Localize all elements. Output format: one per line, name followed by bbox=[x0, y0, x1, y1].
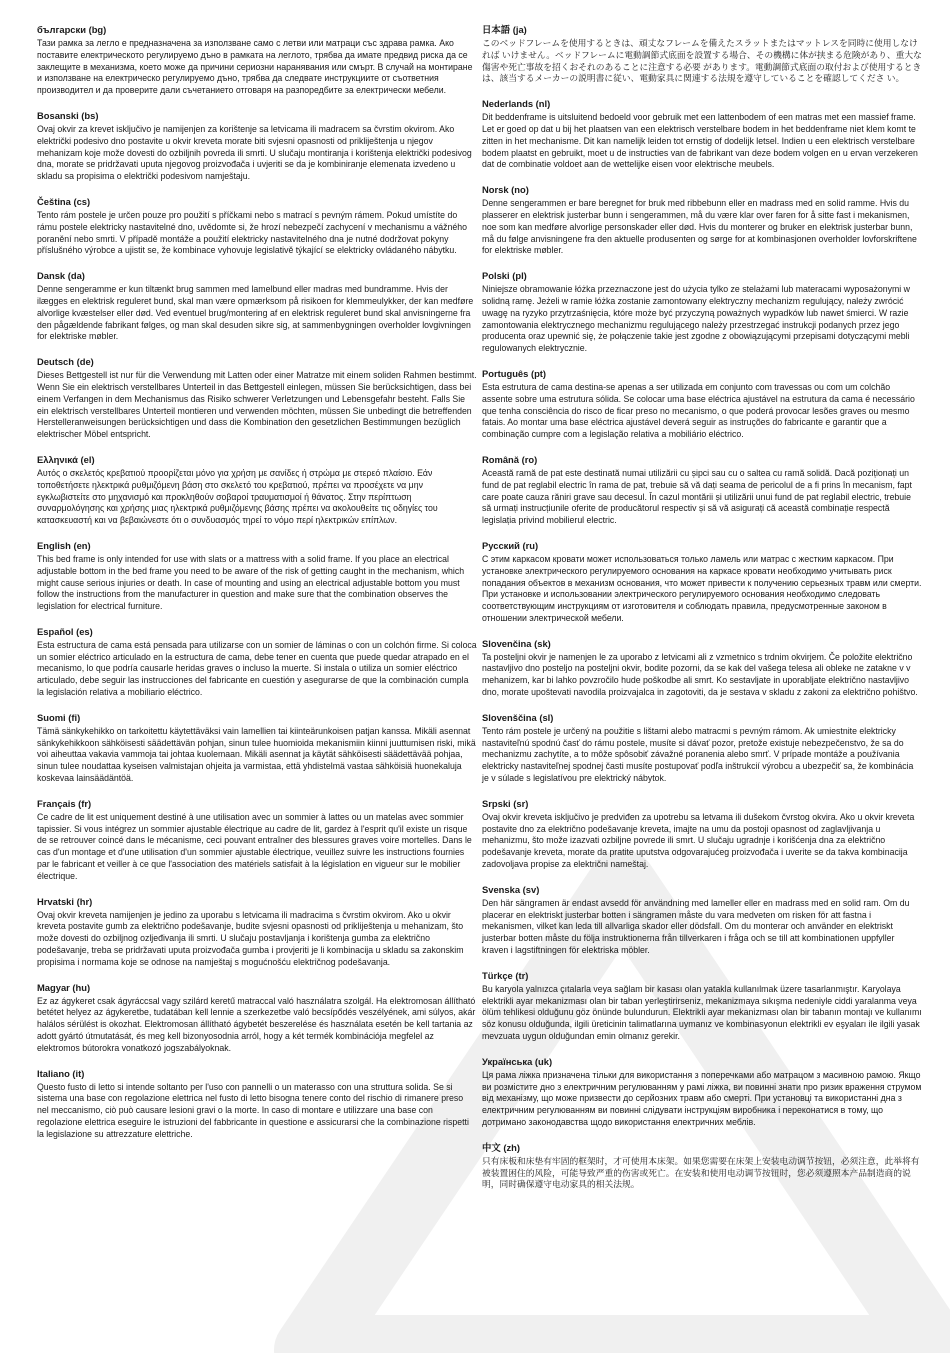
section-text: Această ramă de pat este destinată numai utilizării cu șipci sau cu o saltea cu ramă solidă. Dacă poziționați un fund de pat reglabil electric în rama de pat, trebuie să vă dați seama de pericolul de a fi prins în mecanism, fapt care poate cauza răniri grave sau decesul. În cazul montării și utilizării unui fund de pat reglabil electric, trebuie să urmați instrucțiunile oferite de producătorul respectiv și să vă asigurați că această combinație respectă legislația privind mobilierul electric. bbox=[482, 467, 912, 526]
section-da bbox=[37, 270, 477, 343]
section-de bbox=[37, 356, 477, 441]
section-fr bbox=[37, 798, 477, 883]
section-text: Esta estructura de cama está pensada para utilizarse con un somier de láminas o con un colchón firme. Si coloca un somier eléctrico articulado en la estructura de cama, debe tener en cuenta que puede quedar atrapado en el mecanismo, lo que podría causarle heridas graves o incluso la muerte. Si instala o utiliza un somier eléctrico articulado, debe seguir las instrucciones del fabricante en cuestión y asegurarse de que la combinación cumpla la legislación relativa a mobiliario eléctrico. bbox=[37, 639, 477, 698]
section-heading: Čeština (cs) bbox=[37, 195, 91, 207]
section-text: Bu karyola yalnızca çıtalarla veya sağlam bir kasası olan yatakla kullanılmak üzere tasarlanmıştır. Karyolaya elektrikli ayar mekanizması olan bir taban yerleştirirseniz, mekanizmaya sıkışma nedeniyle ciddi yaralanma veya ölüm tehlikesi olduğunu göz önünde bulundurun. Elektrikli ayar mekanizması olan bir tabanın montajı ve kullanımı söz konusu olduğunda, ilgili üreticinin talimatlarına uymanız ve kombinasyonun elektrikli ev eşyaları ile ilgili yasak mevzuata uygun olduğundan emin olmanız gerekir. bbox=[482, 983, 922, 1042]
section-ja bbox=[482, 24, 922, 85]
section-heading: Magyar (hu) bbox=[37, 981, 91, 993]
section-text: Ez az ágykeret csak ágyráccsal vagy szilárd keretű matraccal való használatra szolgál. Ha elektromosan állítható betétet helyez az ágykeretbe, tudatában kell lennie a szerkezetbe való becsípődés veszélyének, ami súlyos, akár halálos sérülést is okozhat. Elektromosan állítható ágybetét beszerelése és használata esetén be kell tartania az adott gyártó útmutatását, és meg kell bizonyosodnia arról, hogy a két termék kombinációja megfelel az elektromos bútorokra vonatkozó jogszabályoknak. bbox=[37, 995, 476, 1053]
section-text: Тази рамка за легло е предназначена за използване само с летви или матраци със здрава рамка. Ако поставите електрическото регулируемо дъно в рамката на леглото, трябва да имате предвид риска да се заклещите в механизма, което може да причини сериозни наранявания или смърт. В случай на монтиране и използване на електрическо регулируемо дъно, трябва да следвате инструкциите от съответния производител и да проверите дали съчетанието отговаря на разпоредбите за електрически мебели. bbox=[37, 38, 473, 96]
section-bs bbox=[37, 110, 477, 183]
section-heading: Português (pt) bbox=[482, 367, 547, 379]
section-text: Ta posteljni okvir je namenjen le za uporabo z letvicami ali z vzmetnico s trdnim okvirjem. Če položite električno nastavljivo dno posteljo na posteljni okvir, bodite pozorni, da se kak del vašega telesa ali obleke ne zatakne v v mehanizem, kar bi lahko povzročilo hude poškodbe ali smrt. Ko sestavljate in uporabljate električno nastavljivo dno, morate upoštevati navodila proizvajalca in zagotoviti, da je sestava v skladu z zakoni za električno pohištvo. bbox=[482, 651, 918, 698]
section-text: Ця рама ліжка призначена тільки для використання з поперечками або матрацом з масивною рамою. Якщо ви розмістите дно з електричним регулюванням у рамі ліжка, ви повинні знати про ризик враження струмом від механізму, що може призвести до серйозних травм або смерті. При установці та використанні дна з електричним регулюванням ви повинні слідувати інструкціям виробника і переконатися в тому, що дотримано законодавства щодо використання електричних меблів. bbox=[482, 1069, 922, 1127]
section-bg bbox=[37, 24, 477, 97]
section-sr bbox=[482, 798, 922, 871]
section-heading: Srpski (sr) bbox=[482, 797, 529, 809]
section-cs bbox=[37, 196, 477, 257]
section-heading: English (en) bbox=[37, 539, 91, 551]
section-heading: Español (es) bbox=[37, 625, 93, 637]
section-text: Ovaj okvir kreveta namijenjen je jedino za uporabu s letvicama ili madracima s čvrstim okvirom. Ako u okvir kreveta postavite gumb za električno podešavanje, budite svjesni opasnosti od prikliještenja u mehanizam, što može dovesti do ozbiljnog ozljeđivanja ili smrti. U slučaju postavljanja i korištenja gumba za električno podešavanje, treba se pridržavati uputa proizvođača gumba i provjeriti je li kombinacija u skladu sa zakonskim propisima i normama koje se odnose na namještaj s mogućnošću električnog podešavanja. bbox=[37, 909, 464, 967]
section-text: Niniejsze obramowanie łóżka przeznaczone jest do użycia tylko ze stelażami lub materacami wyposażonymi w solidną ramę. Jeżeli w ramie łóżka zostanie zamontowany elektryczny mechanizm regulujący, należy zwrócić uwagę na ryzyko przytrzaśnięcia, które może być przyczyną poważnych wypadków lub nawet śmierci. W razie zamontowania elektrycznego mechanizmu regulującego należy przestrzegać instrukcji podanych przez jego producenta oraz upewnić się, że połączenie takie jest zgodne z obowiązującymi przepisami dotyczącymi mebli regulowanych elektrycznie. bbox=[482, 284, 910, 354]
section-text: Tento rám postele je určený na použitie s lištami alebo matracmi s pevným rámom. Ak umiestnite elektricky nastaviteľnú spodnú časť do rámu postele, musíte si dávať pozor, pretože existuje nebezpečenstvo, že sa do mechanizmu zachytíte, a to môže spôsobiť závažné poranenia alebo smrť. V prípade montáže a používania elektricky nastaviteľnej spodnej časti musíte postupovať podľa inštrukcií výrobcu a ubezpečiť sa, že kombinácia je v súlade s legislatívou pre elektrický nábytok. bbox=[482, 725, 914, 784]
section-text: This bed frame is only intended for use with slats or a mattress with a solid frame. If you place an electrical adjustable bottom in the bed frame you need to be aware of the risk of getting caught in the mechanism, which might cause serious injuries or death. In case of mounting and using an electrical adjustable bottom you must follow the instructions from the manufacturer in question and make sure that the combination observes the legislation for electrical furniture. bbox=[37, 553, 465, 612]
section-heading: Nederlands (nl) bbox=[482, 98, 551, 110]
section-hr bbox=[37, 896, 477, 969]
section-heading: Hrvatski (hr) bbox=[37, 895, 93, 907]
section-heading: Türkçe (tr) bbox=[482, 969, 529, 981]
section-heading: Polski (pl) bbox=[482, 270, 527, 282]
section-heading: Norsk (no) bbox=[482, 184, 529, 196]
section-sv bbox=[482, 884, 922, 957]
left-column bbox=[37, 24, 477, 1154]
section-ru bbox=[482, 540, 922, 625]
section-heading: Ελληνικά (el) bbox=[37, 453, 95, 465]
section-text: このベッドフレームを使用するときは、頑丈なフレームを備えたスラットまたはマットレスを同時に使用しなければ いけません。ベッドフレームに電動調節式底面を設置する場合、その機構に体が挟まる危険があり、重大な傷害や死亡事故を招くおそれのあることに注意する必要 があります。電動調節式底面の取付および使用するときは、該当するメーカーの説明書に従い、電動家具に関連する法規を遵守していることを確認してくださ い。 bbox=[482, 38, 922, 84]
section-text: С этим каркасом кровати может использоваться только ламель или матрас с жестким каркасом. При установке электрического регулируемого основания на каркасе кровати необходимо учитывать риск попадания объектов в механизм основания, что может привести к получению серьезных травм или смерти. При установке и использовании электрического регулируемого основания необходимо следовать соответствующим инструкциям от изготовителя и соблюдать правила, предусмотренные законом в отношении электрической мебели. bbox=[482, 553, 922, 623]
section-heading: Français (fr) bbox=[37, 797, 92, 809]
section-zh bbox=[482, 1142, 922, 1191]
section-no bbox=[482, 184, 922, 257]
section-text: Tämä sänkykehikko on tarkoitettu käytettäväksi vain lamellien tai kiinteärunkoisen patjan kanssa. Mikäli asennat sänkykehikkoon sähköisesti säädettävän pohjan, sinun tulee huomioida mekanismiin kiinni juuttumisen riski, mikä voi aiheuttaa vakavia vammoja tai johtaa kuolemaan. Mikäli asennat ja käytät sähköisesti säädettävää pohjaa, sinun tulee noudattaa kyseisen valmistajan ohjeita ja varmistaa, että yhdistelmä vastaa sähköisiä huonekaluja koskevaa lainsäädäntöä. bbox=[37, 725, 476, 784]
section-text: Ovaj okvir za krevet isključivo je namijenjen za korištenje sa letvicama ili madracem sa čvrstim okvirom. Ako električki podesivo dno postavite u okvir kreveta morate biti svjesni opasnosti od prikliještenja u njegov mehanizam koje može dovesti do ozbiljnih povreda ili smrti. U slučaju montiranja i korištenja električki podesivog dna, morate se pridržavati uputa njegovog proizvođača i uvjeriti se da je kombiniranje elemenata izvedeno u skladu sa propisima o električki podesivom namještaju. bbox=[37, 123, 472, 182]
section-heading: Русский (ru) bbox=[482, 539, 539, 551]
section-sl bbox=[482, 712, 922, 785]
section-heading: Suomi (fi) bbox=[37, 711, 81, 723]
section-text: Denne sengerammen er bare beregnet for bruk med ribbebunn eller en madrass med en solid ramme. Hvis du plasserer en elektrisk justerbar bunn i sengerammen, må du være klar over faren for å sitte fast i mekanismen, noe som kan medføre alvorlige personskader eller død. Hvis du monterer og bruker en elektrisk justerbar bunn, må du følge anvisningene fra den aktuelle produsenten og sørge for at kombinasjonen overholder lovforskriftene for elektriske møbler. bbox=[482, 198, 917, 256]
right-column bbox=[482, 24, 922, 1204]
section-ro bbox=[482, 454, 922, 527]
section-pt bbox=[482, 368, 922, 441]
section-fi bbox=[37, 712, 477, 785]
section-it bbox=[37, 1068, 477, 1141]
section-pl bbox=[482, 270, 922, 355]
section-heading: Slovenščina (sl) bbox=[482, 711, 554, 723]
section-text: Esta estrutura de cama destina-se apenas a ser utilizada em conjunto com travessas ou com um colchão assente sobre uma estrutura sólida. Se colocar uma base eléctrica ajustável na estrutura da cama é necessário que tenha consciência do risco de ficar preso no mecanismo, o que poderá provocar lesões graves ou mesmo fatais. Ao montar uma base eléctrica ajustável deverá seguir as instruções do fabricante e garantir que a combinação cumpre com a legislação relativa a mobiliário eléctrico. bbox=[482, 381, 915, 440]
section-heading: български (bg) bbox=[37, 24, 107, 35]
section-text: Ovaj okvir kreveta isključivo je predviđen za upotrebu sa letvama ili dušekom čvrstog okvira. Ako u okvir kreveta postavite dno za električno podešavanje kreveta, imajte na umu da postoji opasnost od zaglavljivanja u mehanizmu, što može izazvati ozbiljne povrede ili smrt. U slučaju ugradnje i korišćenja dna za električno podešavanje kreveta, morate da pratite uputstva odgovarajućeg proizvođača i uverite se da takva kombinacija zadovoljava propise za električni nameštaj. bbox=[482, 811, 915, 870]
section-text: Dit beddenframe is uitsluitend bedoeld voor gebruik met een lattenbodem of een matras met een massief frame. Let er goed op dat u bij het plaatsen van een elektrisch verstelbare bodem in het beddenframe niet klem komt te zitten in het mechanisme. Dit kan namelijk leiden tot ernstig of dodelijk letsel. Indien u een elektrisch verstelbare bodem plaatst en gebruikt, moet u de instructies van de fabrikant van deze bodem volgen en u ervan verzekeren dat de combinatie voldoet aan de wettelijke eisen voor elektrische meubels. bbox=[482, 112, 918, 170]
section-text: Αυτός ο σκελετός κρεβατιού προορίζεται μόνο για χρήση με σανίδες ή στρώμα με στερεό πλαίσιο. Εάν τοποθετήσετε ηλεκτρικά ρυθμιζόμενη βάση στο σκελετό του κρεβατιού, πρέπει να προσέχετε να μην εγκλωβιστείτε στο μηχανισμό και προκληθούν σοβαροί τραυματισμοί ή θάνατος. Στην περίπτωση συναρμολόγησης και χρήσης μιας ηλεκτρικά ρυθμιζόμενης βάσης πρέπει να ακολουθείτε τις οδηγίες του κατασκευαστή και να βεβαιώνεστε ότι ο συνδυασμός τηρεί το νόμο περί ηλεκτρικών επίπλων. bbox=[37, 467, 438, 526]
section-heading: Svenska (sv) bbox=[482, 883, 540, 895]
section-heading: Dansk (da) bbox=[37, 270, 85, 282]
section-heading: 中文 (zh) bbox=[482, 1141, 521, 1153]
section-el bbox=[37, 454, 477, 527]
section-uk bbox=[482, 1056, 922, 1129]
section-heading: Română (ro) bbox=[482, 453, 538, 465]
section-text: Dieses Bettgestell ist nur für die Verwendung mit Latten oder einer Matratze mit einem soliden Rahmen bestimmt. Wenn Sie ein elektrisch verstellbares Unterteil in das Bettgestell einlegen, müssen Sie berücksichtigen, dass bei einem Verfangen in dem Mechanismus das Risiko schwerer Verletzungen und Lebensgefahr besteht. Falls Sie ein elektrisch verstellbares Unterteil montieren und verwenden möchten, müssen Sie unbedingt die betreffenden Herstelleranweisungen berücksichtigen und dass die Kombination den gesetzlichen Bestimmungen bezüglich elektrischer Möbel entspricht. bbox=[37, 370, 477, 440]
section-heading: Slovenčina (sk) bbox=[482, 637, 551, 649]
section-heading: 日本語 (ja) bbox=[482, 24, 527, 35]
section-tr bbox=[482, 970, 922, 1043]
section-text: Denne sengeramme er kun tiltænkt brug sammen med lamelbund eller madras med bundramme. Hvis der ilægges en elektrisk reguleret bund, skal man være opmærksom på risikoen for klemmeulykker, der kan medføre alvorlige kvæstelser eller død. Ved eventuel brug/montering af en elektrisk reguleret bund skal anvisningerne fra den pågældende fabrikant følges, og man skal desuden sikre sig, at sammenbygningen overholder lovgivningen for elektriske møbler. bbox=[37, 284, 474, 342]
section-heading: Українська (uk) bbox=[482, 1055, 553, 1067]
section-heading: Italiano (it) bbox=[37, 1067, 85, 1079]
section-es bbox=[37, 626, 477, 699]
section-text: Tento rám postele je určen pouze pro použití s příčkami nebo s matrací s pevným rámem. Pokud umístíte do rámu postele elektricky nastavitelné dno, uvědomte si, že hrozí nebezpečí zachycení v mechanismu a vážného poranění nebo smrti. V případě montáže a použití elektricky nastavitelného dna je nutné dodržovat pokyny příslušného výrobce a ujistit se, že kombinace vyhovuje legislativě týkající se elektricky ovládaného nábytku. bbox=[37, 209, 467, 256]
section-hu bbox=[37, 982, 477, 1055]
section-text: Questo fusto di letto si intende soltanto per l'uso con pannelli o un materasso con una struttura solida. Se si sistema una base con regolazione elettrica nel fusto di letto bisogna tenere conto del rischio di rimanere preso nel meccanismo, ciò può causare lesioni gravi o la morte. In caso di montare e utilizzare una base con regolazione elettrica eseguire le istruzioni del fabbricante in questione e assicurarsi che la combinazione rispetti la legislazione su attrezzature elettriche. bbox=[37, 1081, 469, 1139]
section-text: 只有床板和床垫有牢固的框架时，才可使用本床架。如果您需要在床架上安装电动调节按钮，必须注意，此举将有被装置困住的风险，可能导致严重的伤害或死亡。在安装和使用电动调节按钮时，您必须遵照本产品制造商的说明，同时确保遵守电动家具的相关法规。 bbox=[482, 1155, 920, 1190]
section-sk bbox=[482, 638, 922, 699]
section-heading: Bosanski (bs) bbox=[37, 109, 99, 121]
section-heading: Deutsch (de) bbox=[37, 356, 94, 368]
section-text: Den här sängramen är endast avsedd för användning med lameller eller en madrass med en solid ram. Om du placerar en elektriskt justerbar botten i sängramen måste du vara medveten om risken för att fastna i mekanismen, vilket kan leda till allvarliga skador eller dödsfall. Om du monterar och använder en elektriskt justerbar botten måste du följa instruktionerna från tillverkaren i fråga och se till att kombinationen uppfyller kraven i lagstiftningen för elektriska möbler. bbox=[482, 897, 910, 956]
section-nl bbox=[482, 98, 922, 171]
section-text: Ce cadre de lit est uniquement destiné à une utilisation avec un sommier à lattes ou un matelas avec sommier tapissier. Si vous intégrez un sommier ajustable électrique au cadre de lit, gardez à l'esprit qu'il existe un risque de se retrouver coincé dans le mécanisme, ceci pouvant entraîner des blessures graves voire mortelles. Dans le cas d'un montage et d'une utilisation d'un sommier ajustable électrique, veuillez suivre les instructions fournies par le fabricant et veiller à ce que l'association des matériels satisfait à la législation en vigueur sur le mobilier électrique. bbox=[37, 811, 472, 881]
section-en bbox=[37, 540, 477, 613]
